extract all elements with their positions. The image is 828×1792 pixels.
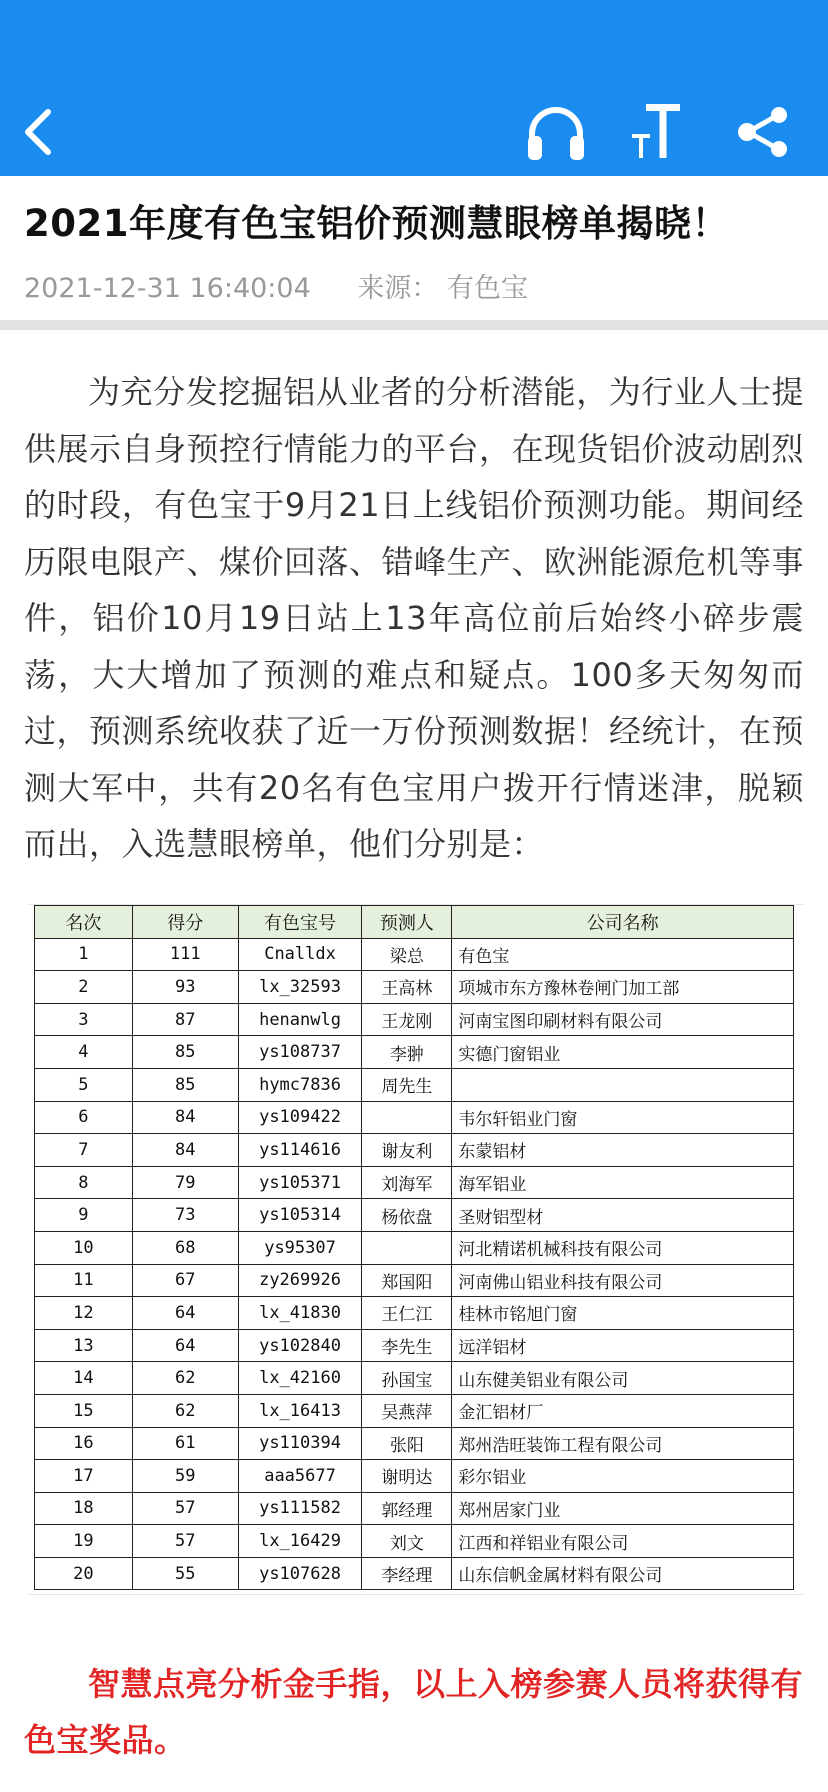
cell-score: 64	[132, 1329, 238, 1362]
cell-rank: 4	[35, 1036, 133, 1069]
cell-score: 85	[132, 1068, 238, 1101]
table-row	[35, 1199, 794, 1232]
cell-company: 河南佛山铝业科技有限公司	[452, 1264, 794, 1297]
cell-company: 远洋铝材	[452, 1329, 794, 1362]
cell-predictor: 周先生	[362, 1068, 452, 1101]
cell-predictor: 刘海军	[362, 1166, 452, 1199]
cell-predictor: 王高林	[362, 971, 452, 1004]
cell-rank: 6	[35, 1101, 133, 1134]
cell-account: lx_42160	[238, 1362, 362, 1395]
table-row	[35, 1460, 794, 1493]
cell-predictor: 郑国阳	[362, 1264, 452, 1297]
cell-predictor: 梁总	[362, 938, 452, 971]
cell-account: ys102840	[238, 1329, 362, 1362]
cell-account: ys108737	[238, 1036, 362, 1069]
header-account: 有色宝号	[238, 906, 362, 939]
cell-account: aaa5677	[238, 1460, 362, 1493]
cell-score: 62	[132, 1362, 238, 1395]
table-bottom-rule	[28, 1594, 804, 1595]
share-button[interactable]	[736, 106, 790, 158]
cell-rank: 15	[35, 1394, 133, 1427]
header-predictor: 预测人	[362, 906, 452, 939]
cell-predictor: 刘文	[362, 1525, 452, 1558]
cell-account: Cnalldx	[238, 938, 362, 971]
table-row	[35, 1068, 794, 1101]
cell-company: 彩尔铝业	[452, 1460, 794, 1493]
table-row	[35, 971, 794, 1004]
cell-company: 韦尔轩铝业门窗	[452, 1101, 794, 1134]
cell-company: 河北精诺机械科技有限公司	[452, 1231, 794, 1264]
cell-rank: 11	[35, 1264, 133, 1297]
cell-rank: 18	[35, 1492, 133, 1525]
cell-predictor: 李翀	[362, 1036, 452, 1069]
cell-predictor: 李先生	[362, 1329, 452, 1362]
cell-score: 79	[132, 1166, 238, 1199]
table-row	[35, 1003, 794, 1036]
table-row	[35, 938, 794, 971]
section-divider	[0, 320, 828, 330]
cell-company: 圣财铝型材	[452, 1199, 794, 1232]
cell-company: 金汇铝材厂	[452, 1394, 794, 1427]
cell-rank: 19	[35, 1525, 133, 1558]
cell-company: 山东健美铝业有限公司	[452, 1362, 794, 1395]
cell-account: lx_41830	[238, 1297, 362, 1330]
table-row	[35, 1166, 794, 1199]
cell-predictor: 张阳	[362, 1427, 452, 1460]
cell-company: 东蒙铝材	[452, 1134, 794, 1167]
cell-rank: 9	[35, 1199, 133, 1232]
cell-rank: 14	[35, 1362, 133, 1395]
table-row	[35, 1525, 794, 1558]
header-company: 公司名称	[452, 906, 794, 939]
cell-account: ys105371	[238, 1166, 362, 1199]
cell-account: ys105314	[238, 1199, 362, 1232]
cell-score: 93	[132, 971, 238, 1004]
cell-account: hymc7836	[238, 1068, 362, 1101]
font-size-icon	[632, 100, 684, 162]
share-icon	[736, 106, 790, 158]
table-row	[35, 1231, 794, 1264]
cell-predictor: 郭经理	[362, 1492, 452, 1525]
top-app-bar	[0, 0, 828, 176]
cell-score: 59	[132, 1460, 238, 1493]
cell-predictor	[362, 1231, 452, 1264]
cell-rank: 12	[35, 1297, 133, 1330]
cell-company: 山东信帆金属材料有限公司	[452, 1557, 794, 1590]
cell-score: 57	[132, 1525, 238, 1558]
table-row	[35, 1557, 794, 1590]
cell-account: ys114616	[238, 1134, 362, 1167]
cell-account: ys109422	[238, 1101, 362, 1134]
article-title: 2021年度有色宝铝价预测慧眼榜单揭晓！	[24, 202, 729, 245]
publish-datetime: 2021-12-31 16:40:04	[24, 273, 311, 304]
cell-predictor: 杨依盘	[362, 1199, 452, 1232]
cell-account: ys111582	[238, 1492, 362, 1525]
cell-score: 64	[132, 1297, 238, 1330]
cell-company: 项城市东方豫林卷闸门加工部	[452, 971, 794, 1004]
cell-account: ys110394	[238, 1427, 362, 1460]
cell-score: 85	[132, 1036, 238, 1069]
cell-score: 111	[132, 938, 238, 971]
cell-account: ys107628	[238, 1557, 362, 1590]
cell-rank: 17	[35, 1460, 133, 1493]
font-size-button[interactable]	[632, 100, 684, 162]
cell-predictor: 李经理	[362, 1557, 452, 1590]
cell-score: 84	[132, 1134, 238, 1167]
listen-button[interactable]	[524, 104, 588, 162]
cell-predictor	[362, 1101, 452, 1134]
source-label: 来源：	[357, 273, 439, 304]
cell-company: 河南宝图印刷材料有限公司	[452, 1003, 794, 1036]
header-score: 得分	[132, 906, 238, 939]
ranking-table-image	[28, 904, 804, 1590]
cell-company: 桂林市铭旭门窗	[452, 1297, 794, 1330]
table-row	[35, 1362, 794, 1395]
cell-account: zy269926	[238, 1264, 362, 1297]
cell-account: henanwlg	[238, 1003, 362, 1036]
cell-company: 实德门窗铝业	[452, 1036, 794, 1069]
back-arrow-icon	[18, 104, 62, 160]
cell-predictor: 孙国宝	[362, 1362, 452, 1395]
cell-rank: 5	[35, 1068, 133, 1101]
cell-score: 67	[132, 1264, 238, 1297]
cell-predictor: 王仁江	[362, 1297, 452, 1330]
table-row	[35, 1297, 794, 1330]
cell-score: 84	[132, 1101, 238, 1134]
cell-score: 62	[132, 1394, 238, 1427]
cell-score: 61	[132, 1427, 238, 1460]
cell-rank: 7	[35, 1134, 133, 1167]
cell-score: 87	[132, 1003, 238, 1036]
cell-rank: 10	[35, 1231, 133, 1264]
cell-rank: 20	[35, 1557, 133, 1590]
cell-score: 57	[132, 1492, 238, 1525]
table-row	[35, 1394, 794, 1427]
cell-predictor: 吴燕萍	[362, 1394, 452, 1427]
closing-note: 智慧点亮分析金手指，以上入榜参赛人员将获得有色宝奖品。	[24, 1665, 804, 1759]
table-row	[35, 1329, 794, 1362]
cell-rank: 3	[35, 1003, 133, 1036]
cell-rank: 8	[35, 1166, 133, 1199]
table-row	[35, 1492, 794, 1525]
cell-predictor: 王龙刚	[362, 1003, 452, 1036]
cell-company: 海军铝业	[452, 1166, 794, 1199]
table-row	[35, 1134, 794, 1167]
cell-rank: 2	[35, 971, 133, 1004]
table-row	[35, 1101, 794, 1134]
cell-rank: 16	[35, 1427, 133, 1460]
cell-score: 73	[132, 1199, 238, 1232]
cell-account: lx_16413	[238, 1394, 362, 1427]
cell-company: 郑州浩旺装饰工程有限公司	[452, 1427, 794, 1460]
cell-account: lx_16429	[238, 1525, 362, 1558]
table-header-row	[35, 906, 794, 939]
article-meta	[24, 266, 528, 305]
cell-predictor: 谢友利	[362, 1134, 452, 1167]
cell-company: 江西和祥铝业有限公司	[452, 1525, 794, 1558]
cell-rank: 13	[35, 1329, 133, 1362]
cell-score: 55	[132, 1557, 238, 1590]
cell-score: 68	[132, 1231, 238, 1264]
cell-company	[452, 1068, 794, 1101]
cell-company: 有色宝	[452, 938, 794, 971]
cell-predictor: 谢明达	[362, 1460, 452, 1493]
table-row	[35, 1264, 794, 1297]
cell-rank: 1	[35, 938, 133, 971]
article-paragraph: 为充分发挖掘铝从业者的分析潜能，为行业人士提供展示自身预控行情能力的平台，在现货铝价波动剧烈的时段，有色宝于9月21日上线铝价预测功能。期间经历限电限产、煤价回落、错峰生产、欧洲能源危机等事件，铝价10月19日站上13年高位前后始终小碎步震荡，大大增加了预测的难点和疑点。100多天匆匆而过，预测系统收获了近一万份预测数据！经统计，在预测大军中，共有20名有色宝用户拨开行情迷津，脱颖而出，入选慧眼榜单，他们分别是：	[24, 373, 805, 863]
table-row	[35, 1036, 794, 1069]
header-rank: 名次	[35, 906, 133, 939]
cell-account: lx_32593	[238, 971, 362, 1004]
cell-account: ys95307	[238, 1231, 362, 1264]
back-button[interactable]	[18, 104, 62, 160]
cell-company: 郑州居家门业	[452, 1492, 794, 1525]
table-row	[35, 1427, 794, 1460]
source-name: 有色宝	[446, 273, 528, 304]
ranking-table	[34, 905, 794, 1590]
headphones-icon	[524, 104, 588, 162]
